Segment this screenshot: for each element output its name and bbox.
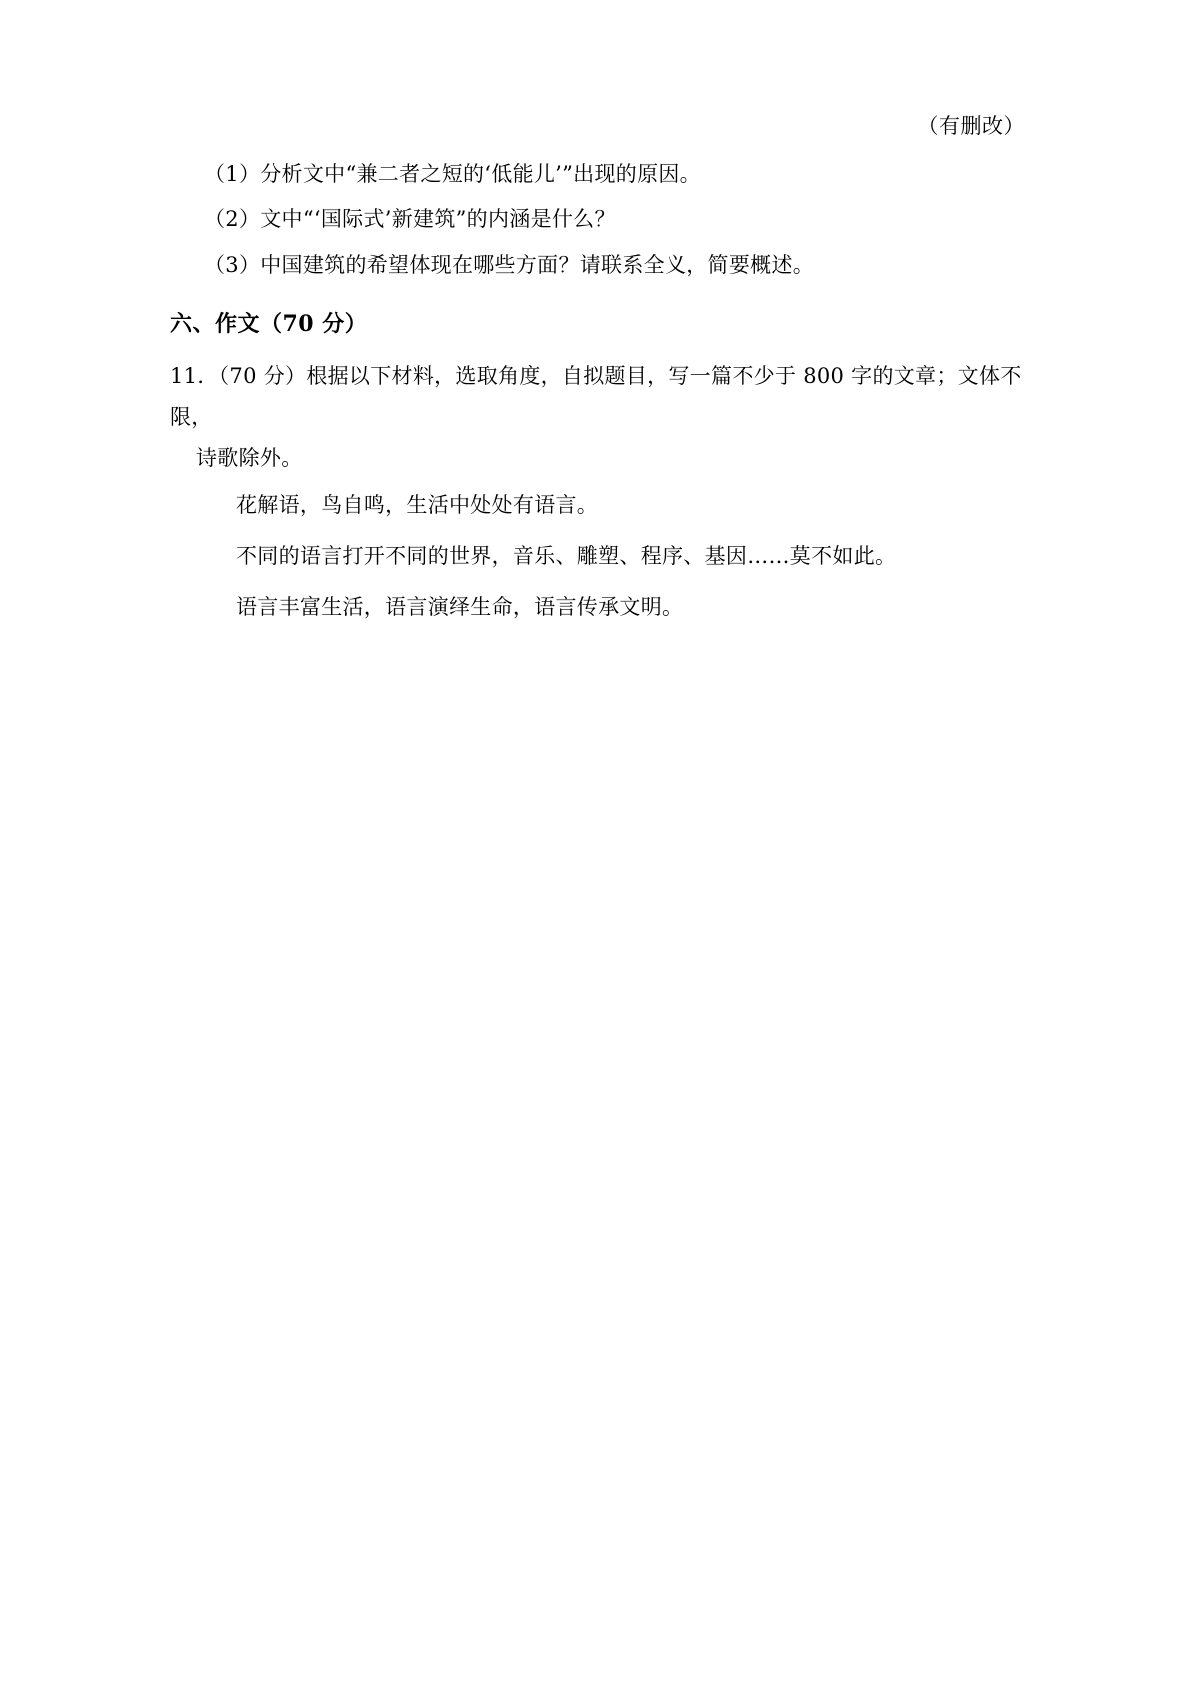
essay-question-text: （70 分）根据以下材料，选取角度，自拟题目，写一篇不少于 800 字的文章；文体不限， [170, 364, 1022, 430]
material-line-1: 花解语，鸟自鸣，生活中处处有语言。 [236, 493, 599, 518]
material-line-2: 不同的语言打开不同的世界，音乐、雕塑、程序、基因……莫不如此。 [236, 543, 897, 568]
essay-material [170, 485, 1025, 628]
essay-question-number: 11． [170, 364, 219, 389]
material-line-3: 语言丰富生活，语言演绎生命，语言传承文明。 [236, 594, 684, 619]
essay-question [170, 356, 1025, 479]
section-heading-essay: 六、作文（70 分） [170, 311, 368, 338]
sub-question-1: （1）分析文中“兼二者之短的‘低能儿’”出现的原因。 [204, 161, 701, 186]
sub-question-2: （2）文中“‘国际式’新建筑”的内涵是什么？ [204, 207, 616, 232]
essay-question-continuation: 诗歌除外。 [196, 446, 303, 471]
source-attribution: （有删改） [917, 114, 1025, 138]
sub-question-3: （3）中国建筑的希望体现在哪些方面？请联系全义，简要概述。 [204, 252, 815, 277]
